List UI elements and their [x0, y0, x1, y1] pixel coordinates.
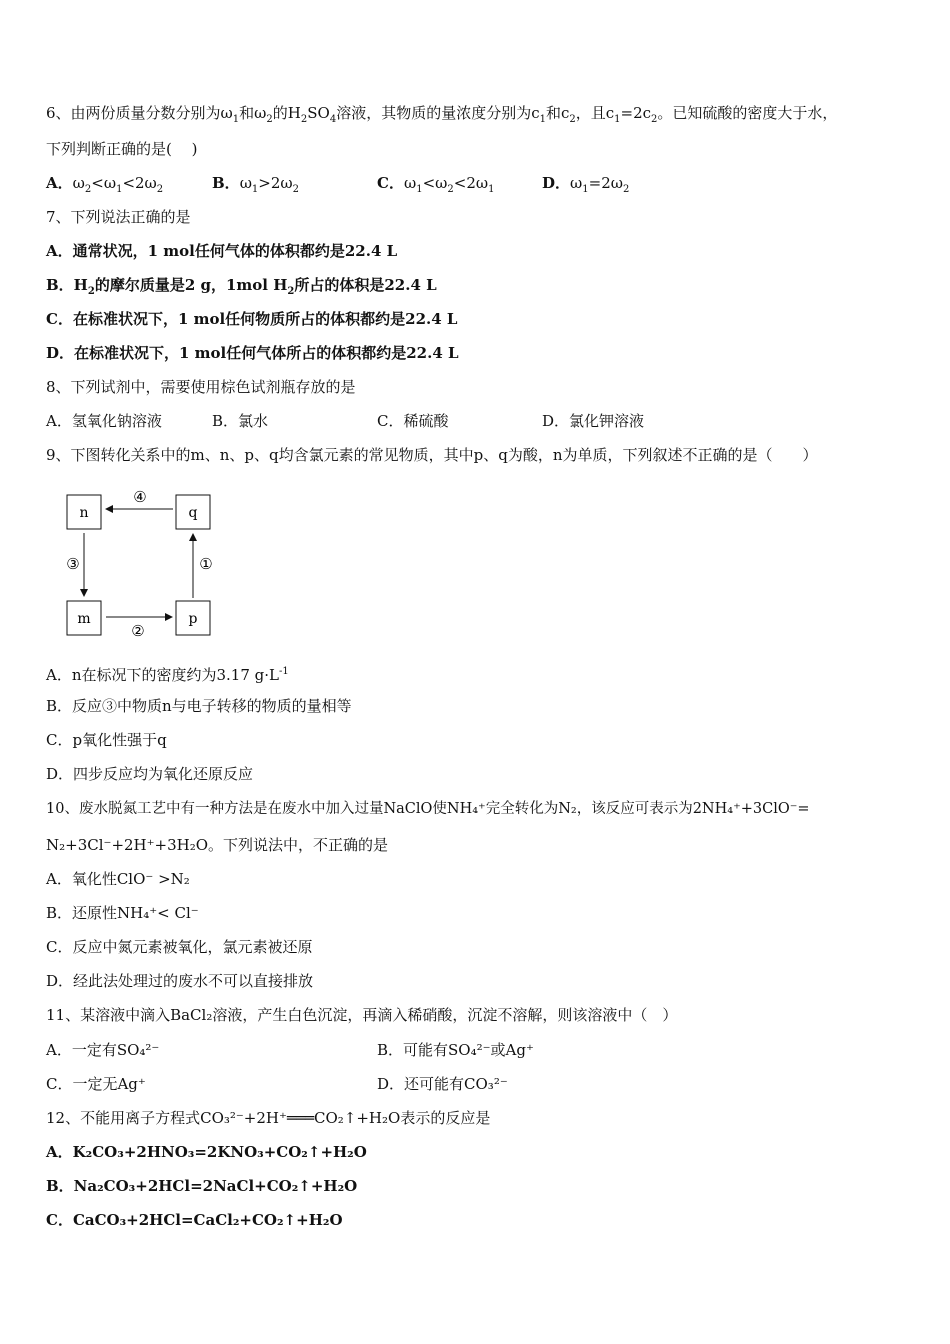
q6-stem-line2: 下列判断正确的是( )	[46, 140, 198, 158]
q10-option-c: C．反应中氮元素被氧化，氯元素被还原	[46, 938, 313, 956]
q11-option-a: A．一定有SO₄²⁻	[46, 1041, 160, 1059]
q10-option-b: B．还原性NH₄⁺< Cl⁻	[46, 904, 199, 922]
q12-option-c: C．CaCO₃+2HCl=CaCl₂+CO₂↑+H₂O	[46, 1211, 343, 1229]
q10-option-a: A．氧化性ClO⁻ >N₂	[46, 870, 190, 888]
arrow-4-label: ④	[133, 488, 147, 506]
q9-stem: 9、下图转化关系中的m、n、p、q均含氯元素的常见物质，其中p、q为酸，n为单质，下列叙述不正确的是（ ）	[46, 446, 818, 464]
node-m-label: m	[77, 611, 91, 627]
q6-option-a: A．$\omega_2<\omega_1<2\omega_2$	[46, 174, 164, 195]
node-p-label: p	[188, 611, 198, 627]
q9-option-a: A．n在标况下的密度约为3.17 $g\cdot L^{-1}$	[46, 666, 289, 684]
q7-option-b: B．$H_2$的摩尔质量是2 g，1mol $H_2$所占的体积是22.4 L	[46, 276, 437, 297]
q7-option-a: A．通常状况，1 mol任何气体的体积都约是22.4 L	[46, 242, 398, 260]
q6-option-b: B．$\omega_1>2\omega_2$	[212, 174, 300, 195]
q10-option-d: D．经此法处理过的废水不可以直接排放	[46, 972, 314, 990]
q7-stem: 7、下列说法正确的是	[46, 208, 191, 226]
q6-option-c: C．$\omega_1<\omega_2<2\omega_1$	[377, 174, 495, 195]
q8-option-a: A．氢氧化钠溶液	[46, 412, 162, 430]
q8-stem: 8、下列试剂中，需要使用棕色试剂瓶存放的是	[46, 378, 356, 396]
q9-option-d: D．四步反应均为氧化还原反应	[46, 765, 254, 783]
q8-option-b: B．氯水	[212, 412, 269, 430]
node-q-label: q	[188, 505, 198, 521]
q11-option-d: D．还可能有CO₃²⁻	[377, 1075, 508, 1093]
q12-stem: 12、不能用离子方程式CO₃²⁻+2H⁺═══CO₂↑+H₂O表示的反应是	[46, 1109, 491, 1127]
q6-stem-line1: 6、由两份质量分数分别为$\omega_1$和$\omega_2$的$H_2SO_4$溶液，其物质的量浓度分别为$c_1$和$c_2$，且$c_1=2c_2$。已知硫酸的密度大于水，	[46, 104, 838, 125]
q9-option-b: B．反应③中物质n与电子转移的物质的量相等	[46, 697, 352, 715]
q12-option-b: B．Na₂CO₃+2HCl=2NaCl+CO₂↑+H₂O	[46, 1177, 358, 1195]
q9-conversion-diagram	[60, 484, 220, 644]
node-n-label: n	[79, 505, 89, 521]
q8-option-d: D．氯化钾溶液	[542, 412, 645, 430]
q10-stem-line2: N₂+3Cl⁻+2H⁺+3H₂O。下列说法中，不正确的是	[46, 836, 389, 854]
arrow-1-label: ①	[199, 555, 213, 573]
q6-option-d: D．$\omega_1=2\omega_2$	[542, 174, 630, 195]
arrow-3-label: ③	[66, 555, 80, 573]
q10-stem-line1: 10、废水脱氮工艺中有一种方法是在废水中加入过量NaClO使NH₄⁺完全转化为N₂，该反应可表示为2NH₄⁺+3ClO⁻=	[46, 801, 810, 817]
arrow-2-label: ②	[131, 622, 145, 640]
q7-option-c: C．在标准状况下，1 mol任何物质所占的体积都约是22.4 L	[46, 310, 458, 328]
q11-option-b: B．可能有SO₄²⁻或Ag⁺	[377, 1041, 534, 1059]
q8-option-c: C．稀硫酸	[377, 412, 449, 430]
q11-stem: 11、某溶液中滴入BaCl₂溶液，产生白色沉淀，再滴入稀硝酸，沉淀不溶解，则该溶液中（ ）	[46, 1006, 678, 1024]
q9-option-c: C．p氧化性强于q	[46, 731, 167, 749]
q12-option-a: A．K₂CO₃+2HNO₃=2KNO₃+CO₂↑+H₂O	[46, 1143, 367, 1161]
q11-option-c: C．一定无Ag⁺	[46, 1075, 146, 1093]
q7-option-d: D．在标准状况下，1 mol任何气体所占的体积都约是22.4 L	[46, 344, 459, 362]
